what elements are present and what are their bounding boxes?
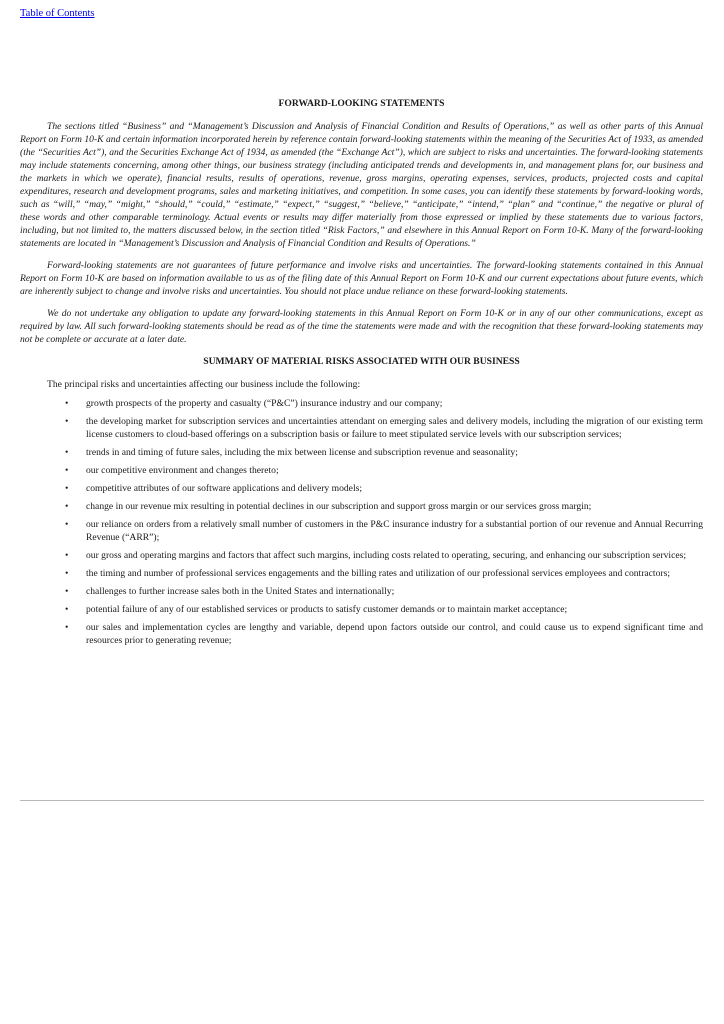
forward-looking-heading: FORWARD-LOOKING STATEMENTS xyxy=(278,98,445,109)
bullet-icon: • xyxy=(65,586,69,597)
risk-text: our sales and implementation cycles are lengthy and variable, depend upon factors outside our control, and could cause us to expend significant time and resources prior to generating revenue; xyxy=(86,622,703,646)
forward-looking-paragraph: Forward-looking statements are not guarantees of future performance and involve risks and uncertainties. The forward-looking statements contained in this Annual Report on Form 10-K are based on information available to us as of the filing date of this Annual Report on Form 10-K and our current expectations about future events, which are inherently subject to change and involve risks and uncertainties. You should not place undue reliance on these forward-looking statements. xyxy=(20,260,703,297)
bullet-icon: • xyxy=(65,604,69,615)
risk-text: potential failure of any of our established services or products to satisfy customer demands or to maintain market acceptance; xyxy=(86,604,568,615)
risk-list-item xyxy=(20,397,703,410)
risk-text: the timing and number of professional services engagements and the billing rates and utilization of our professional services employees and contractors; xyxy=(86,568,670,579)
bullet-icon: • xyxy=(65,622,69,633)
risk-list-item xyxy=(20,446,703,459)
risk-text: growth prospects of the property and casualty (“P&C”) insurance industry and our company; xyxy=(86,398,443,409)
bullet-icon: • xyxy=(65,465,69,476)
bullet-icon: • xyxy=(65,416,69,427)
risk-text: trends in and timing of future sales, including the mix between license and subscription revenue and seasonality; xyxy=(86,447,518,458)
bullet-icon: • xyxy=(65,550,69,561)
bullet-icon: • xyxy=(65,483,69,494)
table-of-contents-link[interactable]: Table of Contents xyxy=(20,8,95,19)
forward-looking-paragraph: The sections titled “Business” and “Management’s Discussion and Analysis of Financial Condition and Results of Operations,” as well as other parts of this Annual Report on Form 10-K and certain information incorporated herein by reference contain forward-looking statements within the meaning of the Securities Act of 1933, as amended (the “Securities Act”), and the Securities Exchange Act of 1934, as amended (the “Exchange Act”), which are subject to risks and uncertainties. The forward-looking statements may include statements concerning, among other things, our business strategy (including anticipated trends and developments in, and management plans for, our business and the markets in which we operate), financial results, results of operations, revenue, gross margins, operating expenses, services, products, projected costs and capital expenditures, research and development programs, sales and marketing initiatives, and competition. In some cases, you can identify these statements by forward-looking words, such as “will,” “may,” “might,” “should,” “could,” “estimate,” “expect,” “suggest,” “believe,” “anticipate,” “intend,” “plan” and “continue,” the negative or plural of these words and other comparable terminology. Actual events or results may differ materially from those expressed or implied by these statements due to various factors, including, but not limited to, the matters discussed below, in the section titled “Risk Factors,” and elsewhere in this Annual Report on Form 10-K. Many of the forward-looking statements are located in “Management’s Discussion and Analysis of Financial Condition and Results of Operations.” xyxy=(20,121,703,249)
risk-list-item xyxy=(20,603,703,616)
bullet-icon: • xyxy=(65,501,69,512)
risk-list-item xyxy=(20,549,703,562)
risk-text: our competitive environment and changes thereto; xyxy=(86,465,279,476)
risk-list-item xyxy=(20,567,703,580)
risk-text: change in our revenue mix resulting in potential declines in our subscription and support gross margin or our services gross margin; xyxy=(86,501,592,512)
risk-list-item xyxy=(20,518,703,544)
risk-list-item xyxy=(20,464,703,477)
risk-text: our reliance on orders from a relatively small number of customers in the P&C insurance industry for a substantial portion of our revenue and Annual Recurring Revenue (“ARR”); xyxy=(86,519,703,543)
bullet-icon: • xyxy=(65,568,69,579)
risk-list-item xyxy=(20,585,703,598)
bullet-icon: • xyxy=(65,519,69,530)
summary-intro: The principal risks and uncertainties affecting our business include the following: xyxy=(47,379,361,390)
risk-text: competitive attributes of our software applications and delivery models; xyxy=(86,483,363,494)
forward-looking-paragraph: We do not undertake any obligation to update any forward-looking statements in this Annual Report on Form 10-K or in any of our other communications, except as required by law. All such forward-looking statements should be read as of the time the statements were made and with the recognition that these forward-looking statements may not be complete or accurate at a later date. xyxy=(20,308,703,345)
summary-risks-heading: SUMMARY OF MATERIAL RISKS ASSOCIATED WITH OUR BUSINESS xyxy=(203,356,520,367)
page-divider xyxy=(20,800,704,801)
risk-list-item xyxy=(20,500,703,513)
risk-list xyxy=(20,397,703,647)
bullet-icon: • xyxy=(65,447,69,458)
risk-text: the developing market for subscription services and uncertainties attendant on emerging sales and delivery models, including the migration of our existing term license customers to cloud-based offerings on a subscription basis or failure to meet stipulated service levels with our subscription services; xyxy=(86,416,703,440)
risk-list-item xyxy=(20,482,703,495)
risk-text: challenges to further increase sales both in the United States and internationally; xyxy=(86,586,395,597)
bullet-icon: • xyxy=(65,398,69,409)
page-content xyxy=(20,97,703,652)
risk-list-item xyxy=(20,621,703,647)
risk-list-item xyxy=(20,415,703,441)
risk-text: our gross and operating margins and factors that affect such margins, including costs related to operating, securing, and enhancing our subscription services; xyxy=(86,550,686,561)
